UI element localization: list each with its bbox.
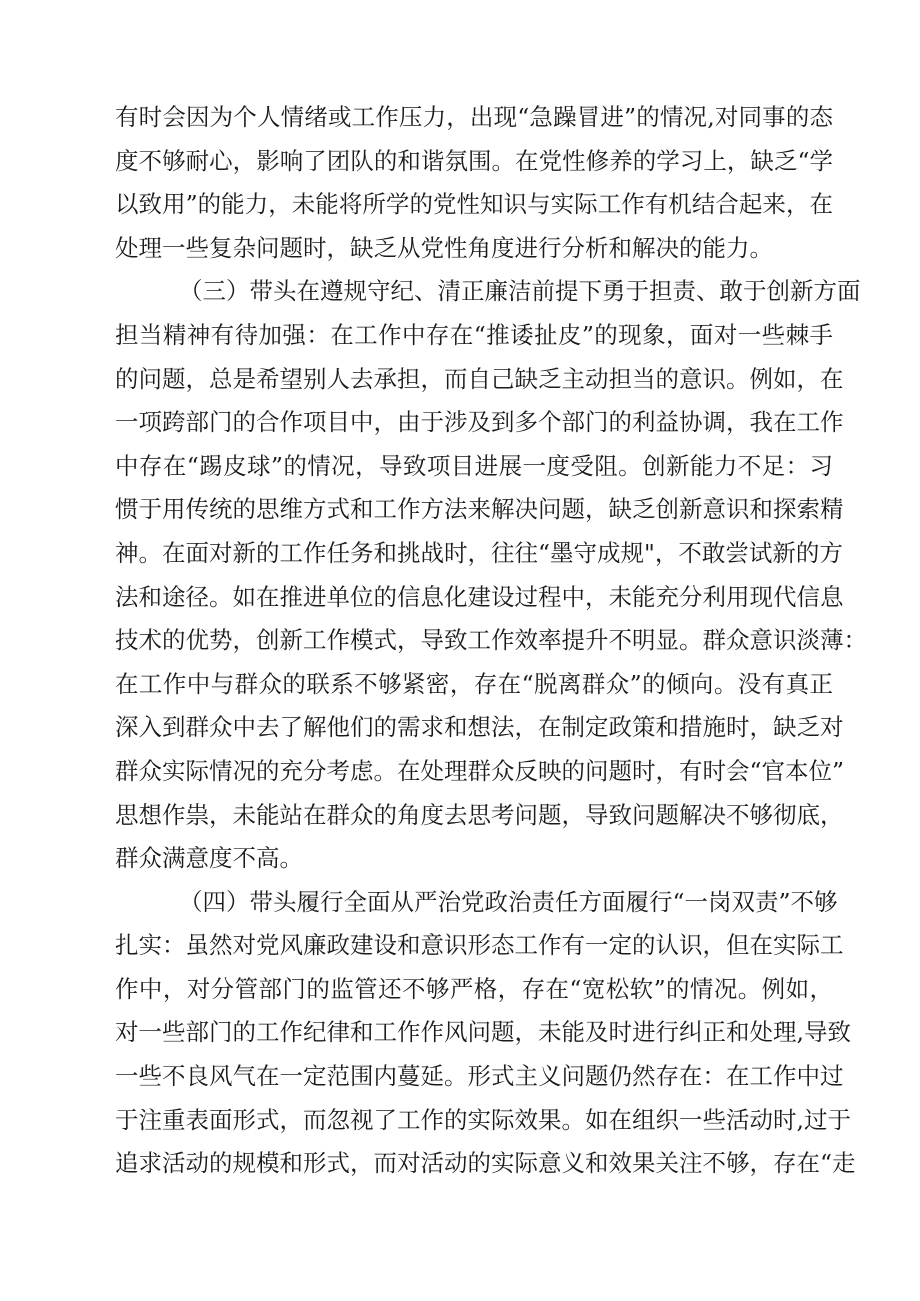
text-line: 中存在“踢皮球”的情况，导致项目进展一度受阻。创新能力不足：习 [115,451,833,480]
section-heading-line: （四）带头履行全面从严治党政治责任方面履行“一岗双责”不够 [179,887,838,916]
text-line: 技术的优势，创新工作模式，导致工作效率提升不明显。群众意识淡薄： [115,626,867,655]
text-line: 神。在面对新的工作任务和挑战时，往往“墨守成规"，不敢尝试新的方 [115,538,843,567]
text-line: 担当精神有待加强：在工作中存在“推诿扯皮”的现象，面对一些棘手 [115,320,833,349]
document-body [115,96,867,1186]
text-line: 在工作中与群众的联系不够紧密，存在“脱离群众”的倾向。没有真正 [115,669,833,698]
text-line: 扎实：虽然对党风廉政建设和意识形态工作有一定的认识，但在实际工 [115,931,844,960]
text-line: 追求活动的规模和形式，而对活动的实际意义和效果关注不够，存在“走 [115,1149,856,1178]
text-line: 以致用”的能力，未能将所学的党性知识与实际工作有机结合起来，在 [115,190,833,219]
text-line: 群众实际情况的充分考虑。在处理群众反映的问题时，有时会“官本位” [115,756,845,785]
section-heading-line: （三）带头在遵规守纪、清正廉洁前提下勇于担责、敢于创新方面 [179,277,861,306]
text-line: 思想作祟，未能站在群众的角度去思考问题，导致问题解决不够彻底， [115,800,844,829]
text-line: 深入到群众中去了解他们的需求和想法，在制定政策和措施时，缺乏对 [115,713,844,742]
text-line: 度不够耐心，影响了团队的和谐氛围。在党性修养的学习上，缺乏“学 [115,146,833,175]
text-line: 惯于用传统的思维方式和工作方法来解决问题，缺乏创新意识和探索精 [115,495,844,524]
text-line: 处理一些复杂问题时，缺乏从党性角度进行分析和解决的能力。 [115,233,773,262]
text-line: 于注重表面形式，而忽视了工作的实际效果。如在组织一些活动时,过于 [115,1105,851,1134]
text-line: 对一些部门的工作纪律和工作作风问题，未能及时进行纠正和处理,导致 [115,1018,851,1047]
text-line: 群众满意度不高。 [115,844,303,873]
text-line: 有时会因为个人情绪或工作压力，出现“急躁冒进”的情况,对同事的态 [115,103,833,131]
text-line: 作中，对分管部门的监管还不够严格，存在“宽松软”的情况。例如， [115,974,833,1003]
text-line: 一项跨部门的合作项目中，由于涉及到多个部门的利益协调，我在工作 [115,408,844,437]
text-line: 一些不良风气在一定范围内蔓延。形式主义问题仍然存在：在工作中过 [115,1062,844,1091]
text-line: 的问题，总是希望别人去承担，而自己缺乏主动担当的意识。例如，在 [115,364,844,393]
text-line: 法和途径。如在推进单位的信息化建设过程中，未能充分利用现代信息 [115,582,844,611]
